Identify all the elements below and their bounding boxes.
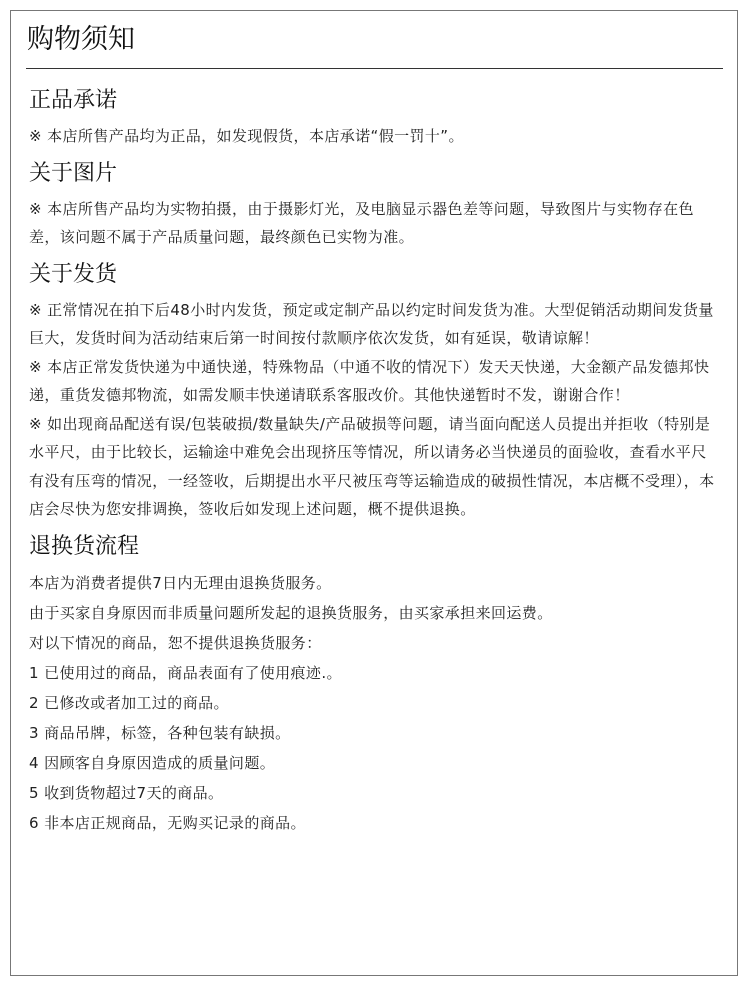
page-title: 购物须知 [27, 24, 135, 55]
list-item: 4 因顾客自身原因造成的质量问题。 [29, 753, 276, 772]
list-item: 1 已使用过的商品，商品表面有了使用痕迹.。 [29, 663, 342, 682]
section-paragraph: 对以下情况的商品，恕不提供退换货服务： [29, 633, 322, 652]
section-heading: 退换货流程 [29, 533, 140, 559]
section-genuine-promise [29, 86, 719, 151]
section-paragraph: ※ 正常情况在拍下后48小时内发货，预定或定制产品以约定时间发货为准。大型促销活动期间发货量巨大，发货时间为活动结束后第一时间按付款顺序依次发货，如有延误，敬请谅解！ [29, 300, 714, 347]
section-about-images [29, 159, 719, 252]
list-item: 6 非本店正规商品，无购买记录的商品。 [29, 813, 306, 832]
section-paragraph: 本店为消费者提供7日内无理由退换货服务。 [29, 573, 332, 592]
notice-content [29, 86, 719, 846]
section-about-shipping [29, 260, 719, 524]
section-paragraph: ※ 如出现商品配送有误/包装破损/数量缺失/产品破损等问题，请当面向配送人员提出并拒收（特别是水平尺，由于比较长，运输途中难免会出现挤压等情况，所以请务必当快递员的面验收，查看水平尺有没有压弯的情况，一经签收，后期提出水平尺被压弯等运输造成的破损性情况，本店概不受理），本店会尽快为您安排调换，签收后如发现上述问题，概不提供退换。 [29, 414, 715, 518]
section-heading: 正品承诺 [29, 88, 118, 113]
list-item: 3 商品吊牌，标签，各种包装有缺损。 [29, 723, 291, 742]
section-paragraph: ※ 本店正常发货快递为中通快递，特殊物品（中通不收的情况下）发天天快递，大金额产品发德邦快递，重货发德邦物流，如需发顺丰快递请联系客服改价。其他快递暂时不发，谢谢合作！ [29, 357, 710, 404]
list-item: 2 已修改或者加工过的商品。 [29, 693, 229, 712]
section-return-process [29, 532, 719, 838]
title-divider [26, 68, 723, 69]
section-paragraph: 由于买家自身原因而非质量问题所发起的退换货服务，由买家承担来回运费。 [29, 603, 553, 622]
section-paragraph: ※ 本店所售产品均为正品，如发现假货，本店承诺“假一罚十”。 [29, 127, 464, 145]
list-item: 5 收到货物超过7天的商品。 [29, 783, 224, 802]
section-heading: 关于发货 [29, 261, 118, 287]
section-heading: 关于图片 [29, 160, 118, 186]
section-paragraph: ※ 本店所售产品均为实物拍摄，由于摄影灯光，及电脑显示器色差等问题，导致图片与实物存在色差，该问题不属于产品质量问题，最终颜色已实物为准。 [29, 199, 694, 246]
